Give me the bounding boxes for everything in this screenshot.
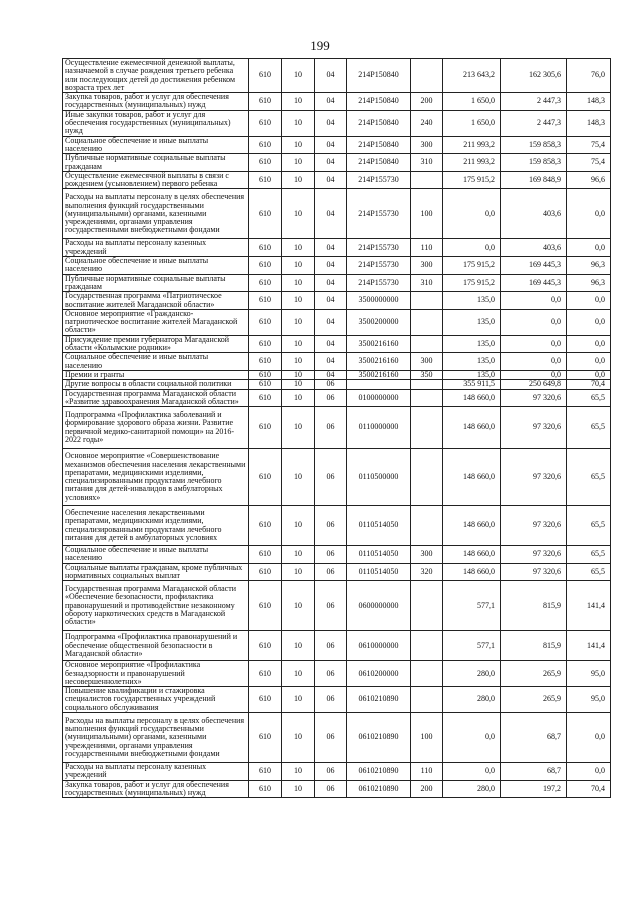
execution-percent: 0,0 [567, 763, 611, 781]
executed-amount: 815,9 [501, 631, 567, 661]
department-code: 610 [249, 335, 282, 353]
target-article-code: 0110514050 [347, 506, 411, 546]
target-article-code: 214P150840 [347, 93, 411, 111]
subsection-code: 04 [315, 353, 347, 371]
section-code: 10 [282, 546, 315, 564]
expense-type-code: 110 [411, 763, 443, 781]
planned-amount: 135,0 [443, 292, 501, 310]
subsection-code: 06 [315, 661, 347, 687]
executed-amount: 162 305,6 [501, 59, 567, 93]
target-article-code: 214P155730 [347, 189, 411, 239]
expense-type-code: 310 [411, 274, 443, 292]
row-name: Социальное обеспечение и иные выплаты населению [63, 546, 249, 564]
planned-amount: 148 660,0 [443, 389, 501, 407]
table-row [63, 449, 611, 506]
execution-percent: 75,4 [567, 136, 611, 154]
target-article-code: 0110500000 [347, 449, 411, 506]
section-code: 10 [282, 59, 315, 93]
executed-amount: 250 649,8 [501, 380, 567, 389]
planned-amount: 148 660,0 [443, 546, 501, 564]
table-row [63, 763, 611, 781]
expense-type-code: 110 [411, 239, 443, 257]
expense-type-code: 350 [411, 370, 443, 379]
executed-amount: 97 320,6 [501, 546, 567, 564]
department-code: 610 [249, 563, 282, 581]
planned-amount: 148 660,0 [443, 449, 501, 506]
planned-amount: 280,0 [443, 780, 501, 798]
target-article-code: 3500216160 [347, 370, 411, 379]
department-code: 610 [249, 59, 282, 93]
department-code: 610 [249, 257, 282, 275]
executed-amount: 159 858,3 [501, 154, 567, 172]
row-name: Подпрограмма «Профилактика правонарушений и обеспечение общественной безопасности в Магаданской области» [63, 631, 249, 661]
planned-amount: 148 660,0 [443, 563, 501, 581]
expense-type-code [411, 335, 443, 353]
expense-type-code: 200 [411, 93, 443, 111]
target-article-code: 214P150840 [347, 59, 411, 93]
execution-percent: 65,5 [567, 506, 611, 546]
executed-amount: 0,0 [501, 292, 567, 310]
section-code: 10 [282, 171, 315, 189]
subsection-code: 04 [315, 110, 347, 136]
expense-type-code: 300 [411, 353, 443, 371]
planned-amount: 148 660,0 [443, 506, 501, 546]
department-code: 610 [249, 239, 282, 257]
table-row [63, 189, 611, 239]
section-code: 10 [282, 763, 315, 781]
execution-percent: 0,0 [567, 189, 611, 239]
subsection-code: 04 [315, 257, 347, 275]
row-name: Расходы на выплаты персоналу казенных учреждений [63, 239, 249, 257]
table-row [63, 713, 611, 763]
target-article-code: 0110514050 [347, 546, 411, 564]
department-code: 610 [249, 154, 282, 172]
execution-percent: 96,6 [567, 171, 611, 189]
planned-amount: 0,0 [443, 189, 501, 239]
planned-amount: 175 915,2 [443, 171, 501, 189]
subsection-code: 04 [315, 59, 347, 93]
planned-amount: 135,0 [443, 370, 501, 379]
table-row [63, 335, 611, 353]
subsection-code: 06 [315, 546, 347, 564]
section-code: 10 [282, 563, 315, 581]
table-row [63, 506, 611, 546]
department-code: 610 [249, 292, 282, 310]
execution-percent: 65,5 [567, 389, 611, 407]
row-name: Обеспечение населения лекарственными препаратами, медицинскими изделиями, специализированными продуктами лечебного питания для детей в амбулаторных условиях [63, 506, 249, 546]
execution-percent: 0,0 [567, 353, 611, 371]
expense-type-code [411, 171, 443, 189]
department-code: 610 [249, 171, 282, 189]
target-article-code: 0110514050 [347, 563, 411, 581]
table-row [63, 687, 611, 713]
section-code: 10 [282, 631, 315, 661]
table-row [63, 292, 611, 310]
department-code: 610 [249, 780, 282, 798]
target-article-code: 214P150840 [347, 154, 411, 172]
table-row [63, 353, 611, 371]
section-code: 10 [282, 389, 315, 407]
section-code: 10 [282, 661, 315, 687]
row-name: Расходы на выплаты персоналу в целях обеспечения выполнения функций государственными (муниципальными) органами, казенными учреждениями, органами управления государственными внебюджетными фондами [63, 189, 249, 239]
row-name: Премии и гранты [63, 370, 249, 379]
executed-amount: 169 445,3 [501, 274, 567, 292]
row-name: Присуждение премии губернатора Магаданской области «Колымские родники» [63, 335, 249, 353]
execution-percent: 65,5 [567, 407, 611, 449]
subsection-code: 04 [315, 274, 347, 292]
expense-type-code [411, 581, 443, 631]
table-row [63, 59, 611, 93]
executed-amount: 97 320,6 [501, 563, 567, 581]
table-row [63, 389, 611, 407]
planned-amount: 0,0 [443, 239, 501, 257]
section-code: 10 [282, 380, 315, 389]
target-article-code [347, 380, 411, 389]
row-name: Закупка товаров, работ и услуг для обеспечения государственных (муниципальных) нужд [63, 780, 249, 798]
row-name: Государственная программа Магаданской области «Обеспечение безопасности, профилактика правонарушений и противодействие незаконному обороту наркотических средств в Магаданской области» [63, 581, 249, 631]
section-code: 10 [282, 189, 315, 239]
row-name: Расходы на выплаты персоналу в целях обеспечения выполнения функций государственными (муниципальными) органами, казенными учреждениями, органами управления государственными внебюджетными фондами [63, 713, 249, 763]
executed-amount: 815,9 [501, 581, 567, 631]
subsection-code: 06 [315, 407, 347, 449]
planned-amount: 135,0 [443, 335, 501, 353]
executed-amount: 169 848,9 [501, 171, 567, 189]
subsection-code: 06 [315, 763, 347, 781]
target-article-code: 214P155730 [347, 257, 411, 275]
execution-percent: 70,4 [567, 380, 611, 389]
department-code: 610 [249, 189, 282, 239]
subsection-code: 06 [315, 563, 347, 581]
row-name: Осуществление ежемесячной выплаты в связи с рождением (усыновлением) первого ребенка [63, 171, 249, 189]
department-code: 610 [249, 93, 282, 111]
department-code: 610 [249, 274, 282, 292]
table-row [63, 136, 611, 154]
subsection-code: 04 [315, 93, 347, 111]
execution-percent: 96,3 [567, 274, 611, 292]
expense-type-code: 310 [411, 154, 443, 172]
department-code: 610 [249, 713, 282, 763]
subsection-code: 04 [315, 136, 347, 154]
planned-amount: 213 643,2 [443, 59, 501, 93]
target-article-code: 0110000000 [347, 407, 411, 449]
section-code: 10 [282, 506, 315, 546]
planned-amount: 135,0 [443, 353, 501, 371]
table-row [63, 110, 611, 136]
expense-type-code: 100 [411, 189, 443, 239]
section-code: 10 [282, 581, 315, 631]
execution-percent: 148,3 [567, 110, 611, 136]
planned-amount: 0,0 [443, 713, 501, 763]
planned-amount: 577,1 [443, 631, 501, 661]
executed-amount: 403,6 [501, 189, 567, 239]
subsection-code: 06 [315, 631, 347, 661]
department-code: 610 [249, 661, 282, 687]
expense-type-code [411, 449, 443, 506]
target-article-code: 214P150840 [347, 110, 411, 136]
row-name: Государственная программа «Патриотическое воспитание жителей Магаданской области» [63, 292, 249, 310]
executed-amount: 97 320,6 [501, 506, 567, 546]
subsection-code: 06 [315, 449, 347, 506]
expense-type-code [411, 407, 443, 449]
planned-amount: 1 650,0 [443, 110, 501, 136]
target-article-code: 0610210890 [347, 763, 411, 781]
executed-amount: 0,0 [501, 335, 567, 353]
expense-type-code: 300 [411, 546, 443, 564]
expense-type-code [411, 631, 443, 661]
planned-amount: 148 660,0 [443, 407, 501, 449]
section-code: 10 [282, 274, 315, 292]
expense-type-code [411, 687, 443, 713]
table-row [63, 407, 611, 449]
section-code: 10 [282, 93, 315, 111]
planned-amount: 135,0 [443, 309, 501, 335]
execution-percent: 0,0 [567, 292, 611, 310]
expense-type-code: 200 [411, 780, 443, 798]
section-code: 10 [282, 407, 315, 449]
department-code: 610 [249, 763, 282, 781]
execution-percent: 0,0 [567, 309, 611, 335]
row-name: Основное мероприятие «Совершенствование механизмов обеспечения населения лекарственными препаратами, медицинскими изделиями, специализированными продуктами лечебного питания для детей-инвалидов в амбулаторных условиях» [63, 449, 249, 506]
table-row [63, 93, 611, 111]
target-article-code: 0610210890 [347, 687, 411, 713]
expense-type-code [411, 309, 443, 335]
expense-type-code: 300 [411, 257, 443, 275]
expense-type-code [411, 389, 443, 407]
execution-percent: 141,4 [567, 631, 611, 661]
executed-amount: 97 320,6 [501, 389, 567, 407]
planned-amount: 577,1 [443, 581, 501, 631]
department-code: 610 [249, 380, 282, 389]
row-name: Государственная программа Магаданской области «Развитие здравоохранения Магаданской области» [63, 389, 249, 407]
table-row [63, 563, 611, 581]
subsection-code: 04 [315, 370, 347, 379]
section-code: 10 [282, 257, 315, 275]
planned-amount: 211 993,2 [443, 154, 501, 172]
expense-type-code [411, 59, 443, 93]
row-name: Основное мероприятие «Гражданско-патриотическое воспитание жителей Магаданской области» [63, 309, 249, 335]
table-row [63, 780, 611, 798]
execution-percent: 75,4 [567, 154, 611, 172]
execution-percent: 0,0 [567, 239, 611, 257]
execution-percent: 65,5 [567, 563, 611, 581]
expense-type-code [411, 292, 443, 310]
target-article-code: 3500000000 [347, 292, 411, 310]
row-name: Закупка товаров, работ и услуг для обеспечения государственных (муниципальных) нужд [63, 93, 249, 111]
row-name: Основное мероприятие «Профилактика безнадзорности и правонарушений несовершеннолетних» [63, 661, 249, 687]
executed-amount: 197,2 [501, 780, 567, 798]
row-name: Социальное обеспечение и иные выплаты населению [63, 353, 249, 371]
row-name: Социальное обеспечение и иные выплаты населению [63, 257, 249, 275]
table-row [63, 546, 611, 564]
target-article-code: 0600000000 [347, 581, 411, 631]
planned-amount: 175 915,2 [443, 274, 501, 292]
executed-amount: 68,7 [501, 763, 567, 781]
expense-type-code: 100 [411, 713, 443, 763]
target-article-code: 3500200000 [347, 309, 411, 335]
planned-amount: 1 650,0 [443, 93, 501, 111]
execution-percent: 0,0 [567, 370, 611, 379]
section-code: 10 [282, 353, 315, 371]
row-name: Социальное обеспечение и иные выплаты населению [63, 136, 249, 154]
table-row [63, 274, 611, 292]
execution-percent: 0,0 [567, 713, 611, 763]
planned-amount: 280,0 [443, 661, 501, 687]
section-code: 10 [282, 370, 315, 379]
table-row [63, 171, 611, 189]
section-code: 10 [282, 713, 315, 763]
executed-amount: 2 447,3 [501, 110, 567, 136]
table-row [63, 154, 611, 172]
target-article-code: 0610210890 [347, 713, 411, 763]
target-article-code: 214P155730 [347, 274, 411, 292]
section-code: 10 [282, 449, 315, 506]
executed-amount: 97 320,6 [501, 407, 567, 449]
expense-type-code [411, 506, 443, 546]
target-article-code: 3500216160 [347, 353, 411, 371]
expense-type-code: 320 [411, 563, 443, 581]
expense-type-code [411, 661, 443, 687]
executed-amount: 159 858,3 [501, 136, 567, 154]
table-row [63, 631, 611, 661]
execution-percent: 148,3 [567, 93, 611, 111]
subsection-code: 06 [315, 687, 347, 713]
target-article-code: 214P155730 [347, 239, 411, 257]
department-code: 610 [249, 389, 282, 407]
execution-percent: 76,0 [567, 59, 611, 93]
row-name: Социальные выплаты гражданам, кроме публичных нормативных социальных выплат [63, 563, 249, 581]
section-code: 10 [282, 154, 315, 172]
planned-amount: 175 915,2 [443, 257, 501, 275]
table-row [63, 239, 611, 257]
department-code: 610 [249, 309, 282, 335]
executed-amount: 169 445,3 [501, 257, 567, 275]
subsection-code: 06 [315, 506, 347, 546]
target-article-code: 0100000000 [347, 389, 411, 407]
row-name: Публичные нормативные социальные выплаты гражданам [63, 274, 249, 292]
execution-percent: 65,5 [567, 546, 611, 564]
executed-amount: 403,6 [501, 239, 567, 257]
department-code: 610 [249, 353, 282, 371]
subsection-code: 04 [315, 154, 347, 172]
row-name: Иные закупки товаров, работ и услуг для обеспечения государственных (муниципальных) нужд [63, 110, 249, 136]
expense-type-code: 300 [411, 136, 443, 154]
target-article-code: 0610210890 [347, 780, 411, 798]
department-code: 610 [249, 136, 282, 154]
subsection-code: 06 [315, 780, 347, 798]
target-article-code: 0610200000 [347, 661, 411, 687]
executed-amount: 0,0 [501, 370, 567, 379]
target-article-code: 214P155730 [347, 171, 411, 189]
executed-amount: 0,0 [501, 309, 567, 335]
section-code: 10 [282, 687, 315, 713]
subsection-code: 06 [315, 389, 347, 407]
execution-percent: 0,0 [567, 335, 611, 353]
executed-amount: 97 320,6 [501, 449, 567, 506]
budget-table [62, 58, 611, 798]
department-code: 610 [249, 407, 282, 449]
department-code: 610 [249, 687, 282, 713]
department-code: 610 [249, 449, 282, 506]
executed-amount: 0,0 [501, 353, 567, 371]
planned-amount: 0,0 [443, 763, 501, 781]
expense-type-code [411, 380, 443, 389]
subsection-code: 06 [315, 581, 347, 631]
table-row [63, 257, 611, 275]
execution-percent: 70,4 [567, 780, 611, 798]
target-article-code: 214P150840 [347, 136, 411, 154]
planned-amount: 211 993,2 [443, 136, 501, 154]
execution-percent: 95,0 [567, 687, 611, 713]
subsection-code: 04 [315, 309, 347, 335]
section-code: 10 [282, 309, 315, 335]
section-code: 10 [282, 239, 315, 257]
execution-percent: 96,3 [567, 257, 611, 275]
section-code: 10 [282, 110, 315, 136]
department-code: 610 [249, 546, 282, 564]
row-name: Другие вопросы в области социальной политики [63, 380, 249, 389]
page-number: 199 [310, 38, 330, 53]
subsection-code: 04 [315, 335, 347, 353]
department-code: 610 [249, 110, 282, 136]
executed-amount: 2 447,3 [501, 93, 567, 111]
row-name: Повышение квалификации и стажировка специалистов государственных учреждений социального обслуживания [63, 687, 249, 713]
subsection-code: 04 [315, 239, 347, 257]
execution-percent: 141,4 [567, 581, 611, 631]
department-code: 610 [249, 581, 282, 631]
table-row [63, 581, 611, 631]
department-code: 610 [249, 370, 282, 379]
executed-amount: 265,9 [501, 687, 567, 713]
table-row [63, 370, 611, 379]
execution-percent: 95,0 [567, 661, 611, 687]
section-code: 10 [282, 780, 315, 798]
subsection-code: 04 [315, 189, 347, 239]
subsection-code: 06 [315, 713, 347, 763]
section-code: 10 [282, 136, 315, 154]
expense-type-code: 240 [411, 110, 443, 136]
planned-amount: 355 911,5 [443, 380, 501, 389]
target-article-code: 3500216160 [347, 335, 411, 353]
subsection-code: 04 [315, 171, 347, 189]
table-row [63, 380, 611, 389]
table-row [63, 661, 611, 687]
row-name: Подпрограмма «Профилактика заболеваний и формирование здорового образа жизни. Развитие первичной медико-санитарной помощи» на 2016-2022 годы» [63, 407, 249, 449]
section-code: 10 [282, 292, 315, 310]
planned-amount: 280,0 [443, 687, 501, 713]
section-code: 10 [282, 335, 315, 353]
department-code: 610 [249, 631, 282, 661]
executed-amount: 68,7 [501, 713, 567, 763]
execution-percent: 65,5 [567, 449, 611, 506]
table-row [63, 309, 611, 335]
row-name: Осуществление ежемесячной денежной выплаты, назначаемой в случае рождения третьего ребенка или последующих детей до достижения ребенком возраста трех лет [63, 59, 249, 93]
row-name: Расходы на выплаты персоналу казенных учреждений [63, 763, 249, 781]
department-code: 610 [249, 506, 282, 546]
target-article-code: 0610000000 [347, 631, 411, 661]
executed-amount: 265,9 [501, 661, 567, 687]
row-name: Публичные нормативные социальные выплаты гражданам [63, 154, 249, 172]
subsection-code: 04 [315, 292, 347, 310]
subsection-code: 06 [315, 380, 347, 389]
